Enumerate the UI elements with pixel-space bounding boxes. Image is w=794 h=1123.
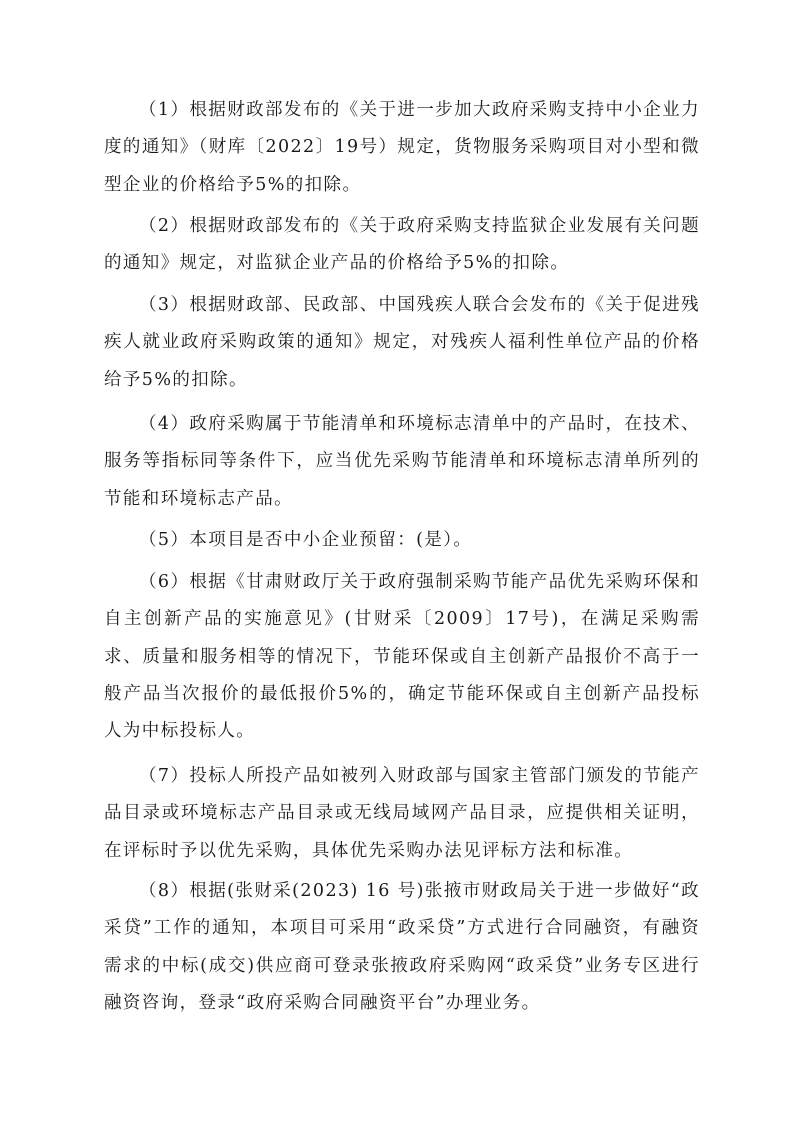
paragraph-3: （3）根据财政部、民政部、中国残疾人联合会发布的《关于促进残疾人就业政府采购政策的通知》规定，对残疾人福利性单位产品的价格给予5%的扣除。 <box>104 295 700 390</box>
paragraph-8: （8）根据(张财采(2023) 16 号)张掖市财政局关于进一步做好“政采贷”工作的通知，本项目可采用“政采贷”方式进行合同融资，有融资需求的中标(成交)供应商可登录张掖政府采购网“政采贷”业务专区进行融资咨询，登录“政府采购合同融资平台”办理业务。 <box>104 881 700 1013</box>
paragraph-7: （7）投标人所投产品如被列入财政部与国家主管部门颁发的节能产品目录或环境标志产品目录或无线局域网产品目录，应提供相关证明，在评标时予以优先采购，具体优先采购办法见评标方法和标准。 <box>104 766 700 861</box>
paragraph-2: （2）根据财政部发布的《关于政府采购支持监狱企业发展有关问题的通知》规定，对监狱企业产品的价格给予5%的扣除。 <box>104 216 700 274</box>
paragraph-5: （5）本项目是否中小企业预留：(是）。 <box>139 530 473 550</box>
paragraph-4: （4）政府采购属于节能清单和环境标志清单中的产品时，在技术、服务等指标同等条件下，应当优先采购节能清单和环境标志清单所列的节能和环境标志产品。 <box>104 414 700 509</box>
paragraph-1: （1）根据财政部发布的《关于进一步加大政府采购支持中小企业力度的通知》（财库〔2022〕19号）规定，货物服务采购项目对小型和微型企业的价格给予5%的扣除。 <box>104 100 700 195</box>
paragraph-6: （6）根据《甘肃财政厅关于政府强制采购节能产品优先采购环保和自主创新产品的实施意见》(甘财采〔2009〕17号)，在满足采购需求、质量和服务相等的情况下，节能环保或自主创新产品报价不高于一般产品当次报价的最低报价5%的，确定节能环保或自主创新产品投标人为中标投标人。 <box>104 572 700 742</box>
